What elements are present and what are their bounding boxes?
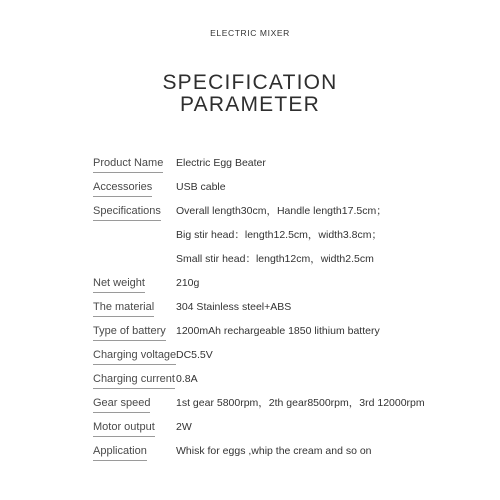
spec-label: Charging current xyxy=(93,373,175,385)
spec-table xyxy=(93,152,493,464)
spec-row-specifications-2 xyxy=(93,224,493,248)
spec-row-specifications-3 xyxy=(93,248,493,272)
spec-value: 304 Stainless steel+ABS xyxy=(176,301,292,313)
spec-value: 2W xyxy=(176,421,192,433)
spec-value: USB cable xyxy=(176,181,226,193)
spec-label: Gear speed xyxy=(93,397,151,409)
spec-row-material xyxy=(93,296,493,320)
spec-label: Motor output xyxy=(93,421,155,433)
spec-row-product-name xyxy=(93,152,493,176)
title-line-1: SPECIFICATION xyxy=(162,71,338,94)
spec-value: 0.8A xyxy=(176,373,198,385)
spec-row-gear-speed xyxy=(93,392,493,416)
spec-value: 1200mAh rechargeable 1850 lithium battery xyxy=(176,325,380,337)
spec-label: Application xyxy=(93,445,147,457)
brand-heading: ELECTRIC MIXER xyxy=(210,28,290,38)
spec-row-charging-voltage xyxy=(93,344,493,368)
spec-value: Whisk for eggs ,whip the cream and so on xyxy=(176,445,372,457)
spec-label: Specifications xyxy=(93,205,161,217)
spec-value: Small stir head：length12cm，width2.5cm xyxy=(176,253,374,265)
spec-label: Type of battery xyxy=(93,325,166,337)
spec-label: Net weight xyxy=(93,277,145,289)
spec-value: 1st gear 5800rpm，2th gear8500rpm，3rd 12000rpm xyxy=(176,397,425,409)
page-title xyxy=(0,72,500,116)
spec-value: Overall length30cm，Handle length17.5cm； xyxy=(176,205,387,217)
spec-row-accessories xyxy=(93,176,493,200)
spec-value: DC5.5V xyxy=(176,349,213,361)
spec-label: Accessories xyxy=(93,181,153,193)
spec-row-motor-output xyxy=(93,416,493,440)
spec-label: Charging voltage xyxy=(93,349,177,361)
spec-row-battery xyxy=(93,320,493,344)
spec-row-net-weight xyxy=(93,272,493,296)
spec-label: The material xyxy=(93,301,155,313)
spec-value: 210g xyxy=(176,277,200,289)
spec-row-specifications xyxy=(93,200,493,224)
spec-value: Big stir head：length12.5cm，width3.8cm； xyxy=(176,229,383,241)
spec-value: Electric Egg Beater xyxy=(176,157,266,169)
spec-label: Product Name xyxy=(93,157,164,169)
title-line-2: PARAMETER xyxy=(180,93,320,116)
spec-row-charging-current xyxy=(93,368,493,392)
spec-row-application xyxy=(93,440,493,464)
